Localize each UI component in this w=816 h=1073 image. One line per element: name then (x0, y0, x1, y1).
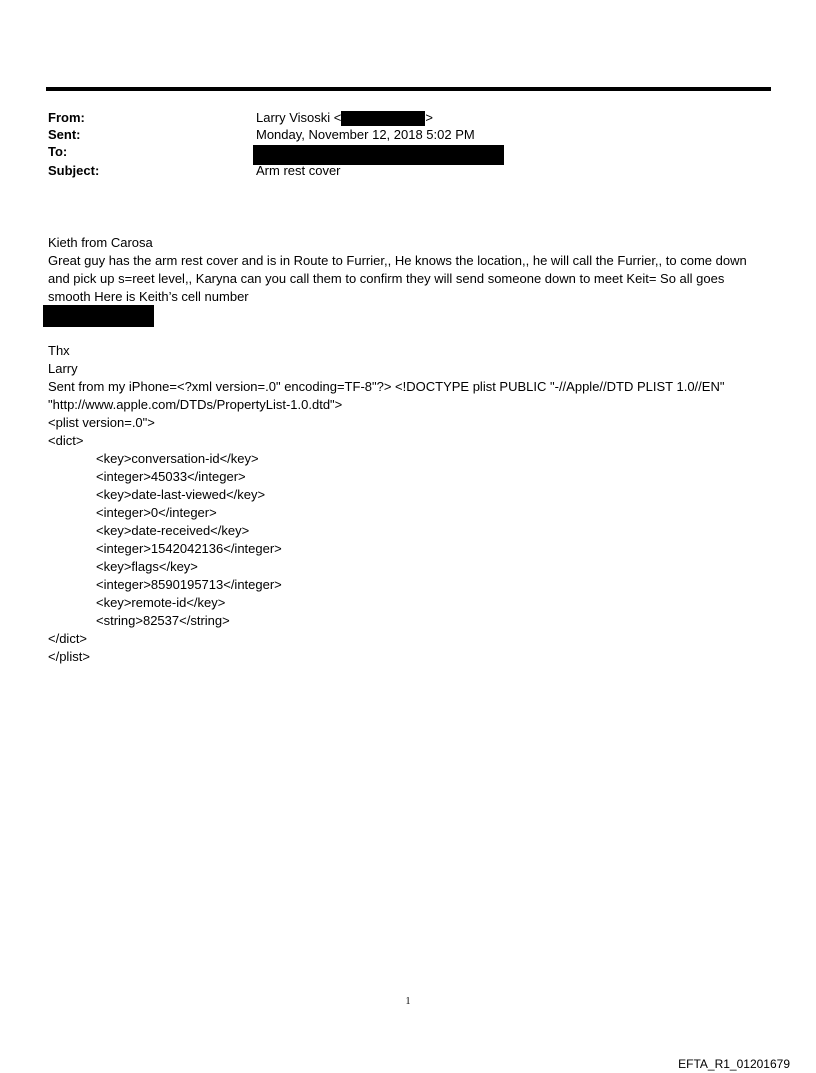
email-body (48, 234, 768, 306)
dict-line: <key>flags</key> (96, 559, 198, 574)
page-number: 1 (405, 996, 411, 1007)
sent-from-line-2: "http://www.apple.com/DTDs/PropertyList-1.0.dtd"> (48, 397, 343, 412)
from-close: > (425, 110, 433, 125)
plist-close-line: </plist> (48, 649, 90, 664)
dict-close-line: </dict> (48, 631, 88, 646)
body-paragraph: Great guy has the arm rest cover and is in Route to Furrier,, He knows the location,, he will call the Furrier,, to come down and pick up s=reet level,, Karyna can you call them to confirm they will send someone down to meet Keit= So all goes smooth Here is Keith’s cell number (48, 253, 747, 304)
sent-from-line-1: Sent from my iPhone=<?xml version=.0" encoding=TF-8"?> <!DOCTYPE plist PUBLIC "-//Apple//DTD PLIST 1.0//EN" (48, 379, 725, 394)
dict-line: <key>date-received</key> (96, 523, 250, 538)
subject-label: Subject: (48, 163, 100, 178)
dict-line: <integer>45033</integer> (96, 469, 246, 484)
redacted-phone (43, 305, 154, 327)
dict-open-line: <dict> (48, 433, 84, 448)
dict-line: <key>conversation-id</key> (96, 451, 259, 466)
dict-line: <key>date-last-viewed</key> (96, 487, 266, 502)
dict-line: <integer>1542042136</integer> (96, 541, 282, 556)
signature-line: Larry (48, 361, 78, 376)
dict-line: <integer>8590195713</integer> (96, 577, 282, 592)
redacted-recipients (253, 145, 504, 165)
dict-line: <key>remote-id</key> (96, 595, 226, 610)
plist-open-line: <plist version=.0"> (48, 415, 155, 430)
thx-line: Thx (48, 343, 70, 358)
subject-value: Arm rest cover (256, 163, 341, 178)
from-name: Larry Visoski < (256, 110, 342, 125)
redacted-email (341, 111, 425, 126)
email-body-tail (48, 342, 768, 666)
document-id: EFTA_R1_01201679 (678, 1057, 790, 1071)
from-value (256, 110, 433, 126)
body-line-sender: Kieth from Carosa (48, 235, 153, 250)
header-rule (46, 87, 771, 91)
dict-line: <string>82537</string> (96, 613, 230, 628)
sent-value: Monday, November 12, 2018 5:02 PM (256, 127, 475, 142)
sent-label: Sent: (48, 127, 81, 142)
from-label: From: (48, 110, 85, 125)
dict-line: <integer>0</integer> (96, 505, 217, 520)
to-label: To: (48, 144, 68, 159)
